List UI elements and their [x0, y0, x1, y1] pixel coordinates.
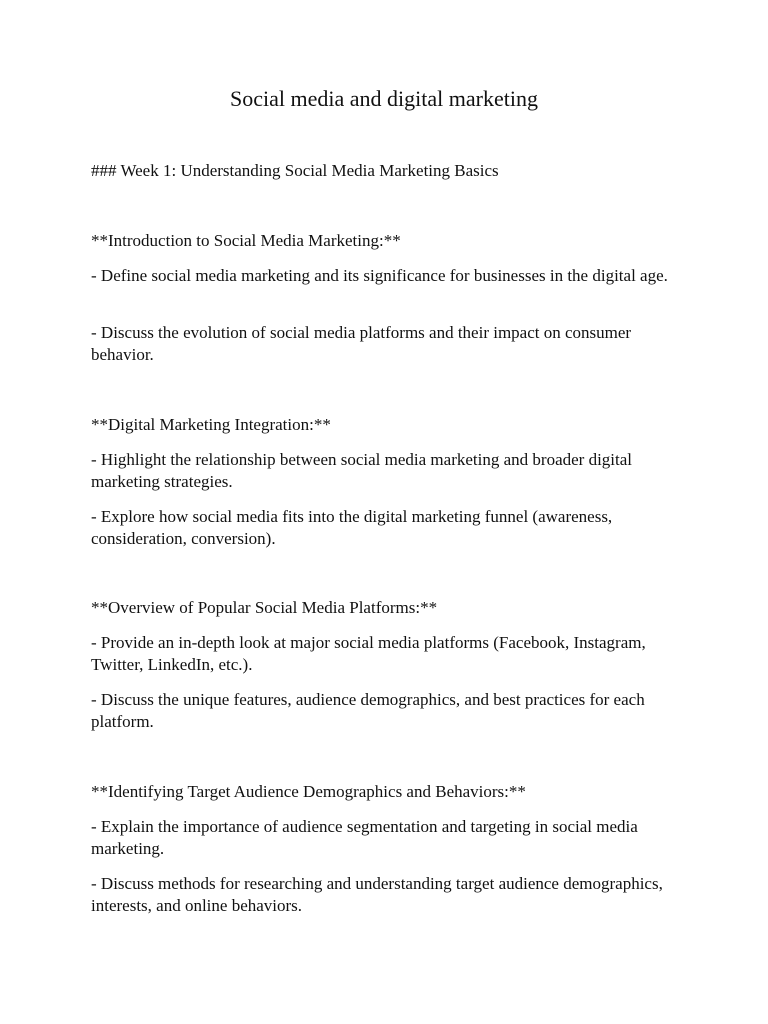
section-heading-introduction: **Introduction to Social Media Marketing:** — [91, 231, 401, 250]
bullet-audience-segmentation: - Explain the importance of audience segmentation and targeting in social media marketing. — [91, 817, 638, 858]
bullet-major-platforms: - Provide an in-depth look at major social media platforms (Facebook, Instagram, Twitter, LinkedIn, etc.). — [91, 633, 646, 674]
bullet-marketing-funnel: - Explore how social media fits into the digital marketing funnel (awareness, consideration, conversion). — [91, 507, 613, 548]
bullet-evolution-of-platforms: - Discuss the evolution of social media platforms and their impact on consumer behavior. — [91, 323, 632, 364]
bullet-define-social-media-marketing: - Define social media marketing and its significance for businesses in the digital age. — [91, 266, 668, 285]
bullet-relationship-strategies: - Highlight the relationship between social media marketing and broader digital marketing strategies. — [91, 450, 633, 491]
bullet-platform-features: - Discuss the unique features, audience demographics, and best practices for each platform. — [91, 690, 645, 731]
section-heading-digital-marketing-integration: **Digital Marketing Integration:** — [91, 415, 331, 434]
section-heading-target-audience: **Identifying Target Audience Demographics and Behaviors:** — [91, 782, 526, 801]
week-heading: ### Week 1: Understanding Social Media Marketing Basics — [91, 161, 499, 180]
section-heading-popular-platforms: **Overview of Popular Social Media Platforms:** — [91, 598, 438, 617]
bullet-researching-audience: - Discuss methods for researching and understanding target audience demographics, interests, and online behaviors. — [91, 874, 663, 915]
document-title: Social media and digital marketing — [230, 86, 538, 111]
